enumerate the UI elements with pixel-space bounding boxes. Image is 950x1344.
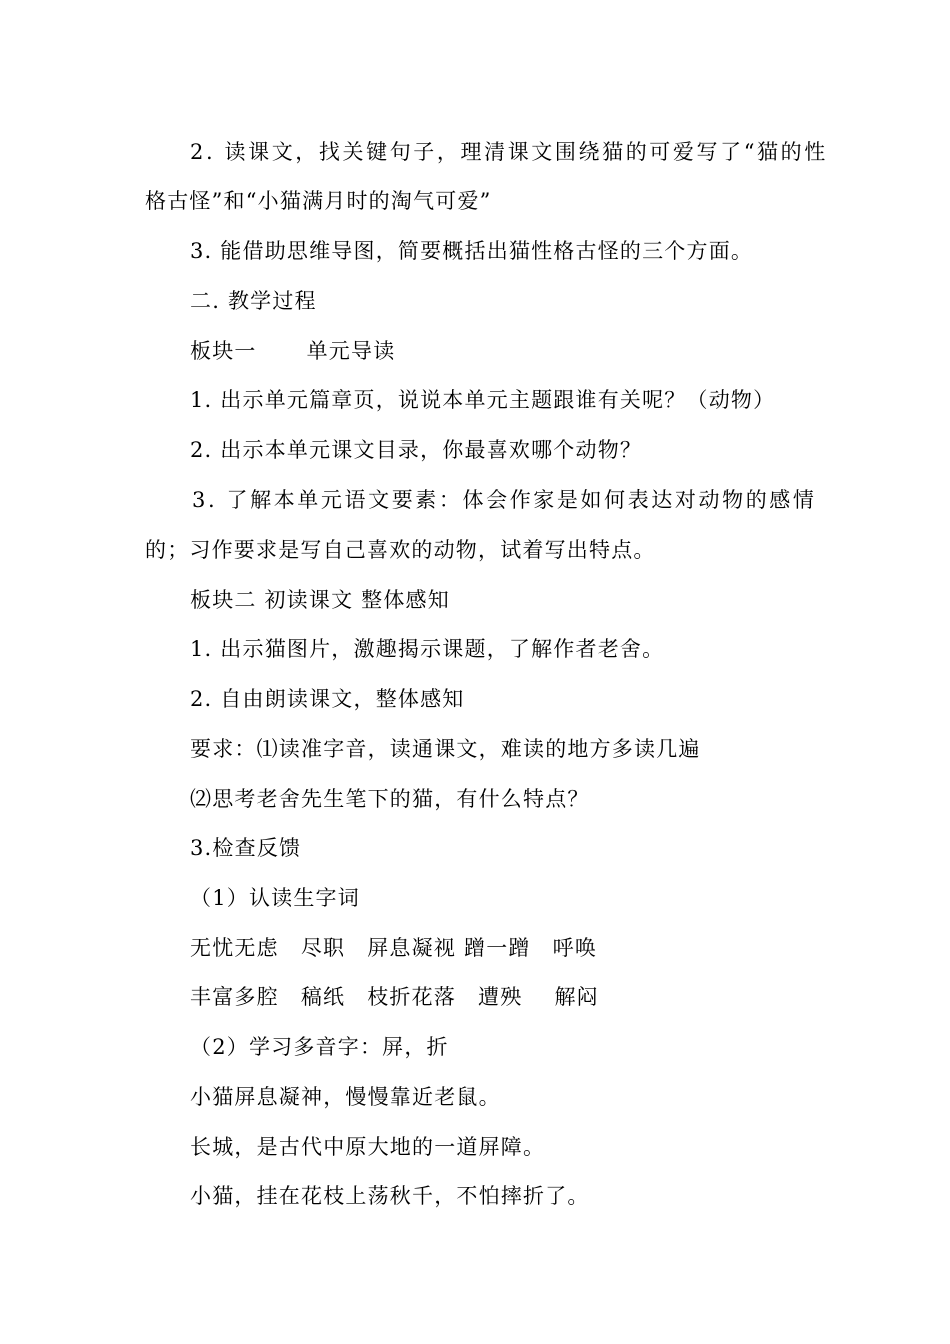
vocab-word: 遭殃 xyxy=(478,985,523,1009)
block-1-step-3-line-1: 3. 了解本单元语文要素：体会作家是如何表达对动物的感情 xyxy=(192,488,817,512)
block-1-step-3-line-2: 的；习作要求是写自己喜欢的动物，试着写出特点。 xyxy=(145,538,656,562)
example-sentence-2: 长城，是古代中原大地的一道屏障。 xyxy=(190,1135,546,1159)
polyphone-subheading: （2）学习多音字：屏，折 xyxy=(190,1035,449,1059)
example-sentence-1: 小猫屏息凝神，慢慢靠近老鼠。 xyxy=(190,1085,501,1109)
objective-2-line-2: 格古怪”和“小猫满月时的淘气可爱” xyxy=(145,189,492,213)
block-2-step-2: 2. 自由朗读课文，整体感知 xyxy=(190,687,465,711)
block-1-heading xyxy=(190,336,395,366)
block-2-heading: 板块二 初读课文 整体感知 xyxy=(190,588,450,612)
reading-requirement-2: ⑵思考老舍先生笔下的猫，有什么特点？ xyxy=(190,787,590,811)
vocab-word: 屏息凝视 xyxy=(367,936,457,960)
block-1-step-1: 1. 出示单元篇章页，说说本单元主题跟谁有关呢？（动物） xyxy=(190,388,776,412)
block-2-step-3: 3.检查反馈 xyxy=(190,836,302,860)
vocab-word: 枝折花落 xyxy=(367,985,457,1009)
objective-3: 3. 能借助思维导图，简要概括出猫性格古怪的三个方面。 xyxy=(190,239,754,263)
vocab-word: 丰富多腔 xyxy=(190,985,279,1009)
vocab-word: 解闷 xyxy=(554,985,599,1009)
block-2-step-1: 1. 出示猫图片，激趣揭示课题，了解作者老舍。 xyxy=(190,637,665,661)
vocab-word: 呼唤 xyxy=(552,936,598,960)
block-1-step-2: 2. 出示本单元课文目录，你最喜欢哪个动物？ xyxy=(190,438,643,462)
vocab-word: 蹭一蹭 xyxy=(464,936,531,960)
vocab-word: 尽职 xyxy=(300,936,346,960)
block-1-label: 板块一 xyxy=(190,339,257,363)
section-heading-teaching-process: 二. 教学过程 xyxy=(190,289,317,313)
reading-requirement-1: 要求：⑴读准字音，读通课文，难读的地方多读几遍 xyxy=(190,737,701,761)
example-sentence-3: 小猫，挂在花枝上荡秋千，不怕摔折了。 xyxy=(190,1184,590,1208)
vocab-row-2 xyxy=(190,982,599,1012)
vocab-word: 稿纸 xyxy=(300,985,346,1009)
vocab-word: 无忧无虑 xyxy=(190,936,279,960)
objective-2-line-1: 2. 读课文，找关键句子，理清课文围绕猫的可爱写了“猫的性 xyxy=(190,140,828,164)
vocab-row-1 xyxy=(190,933,597,963)
vocab-subheading: （1）认读生字词 xyxy=(190,886,360,910)
block-1-title: 单元导读 xyxy=(306,339,396,363)
